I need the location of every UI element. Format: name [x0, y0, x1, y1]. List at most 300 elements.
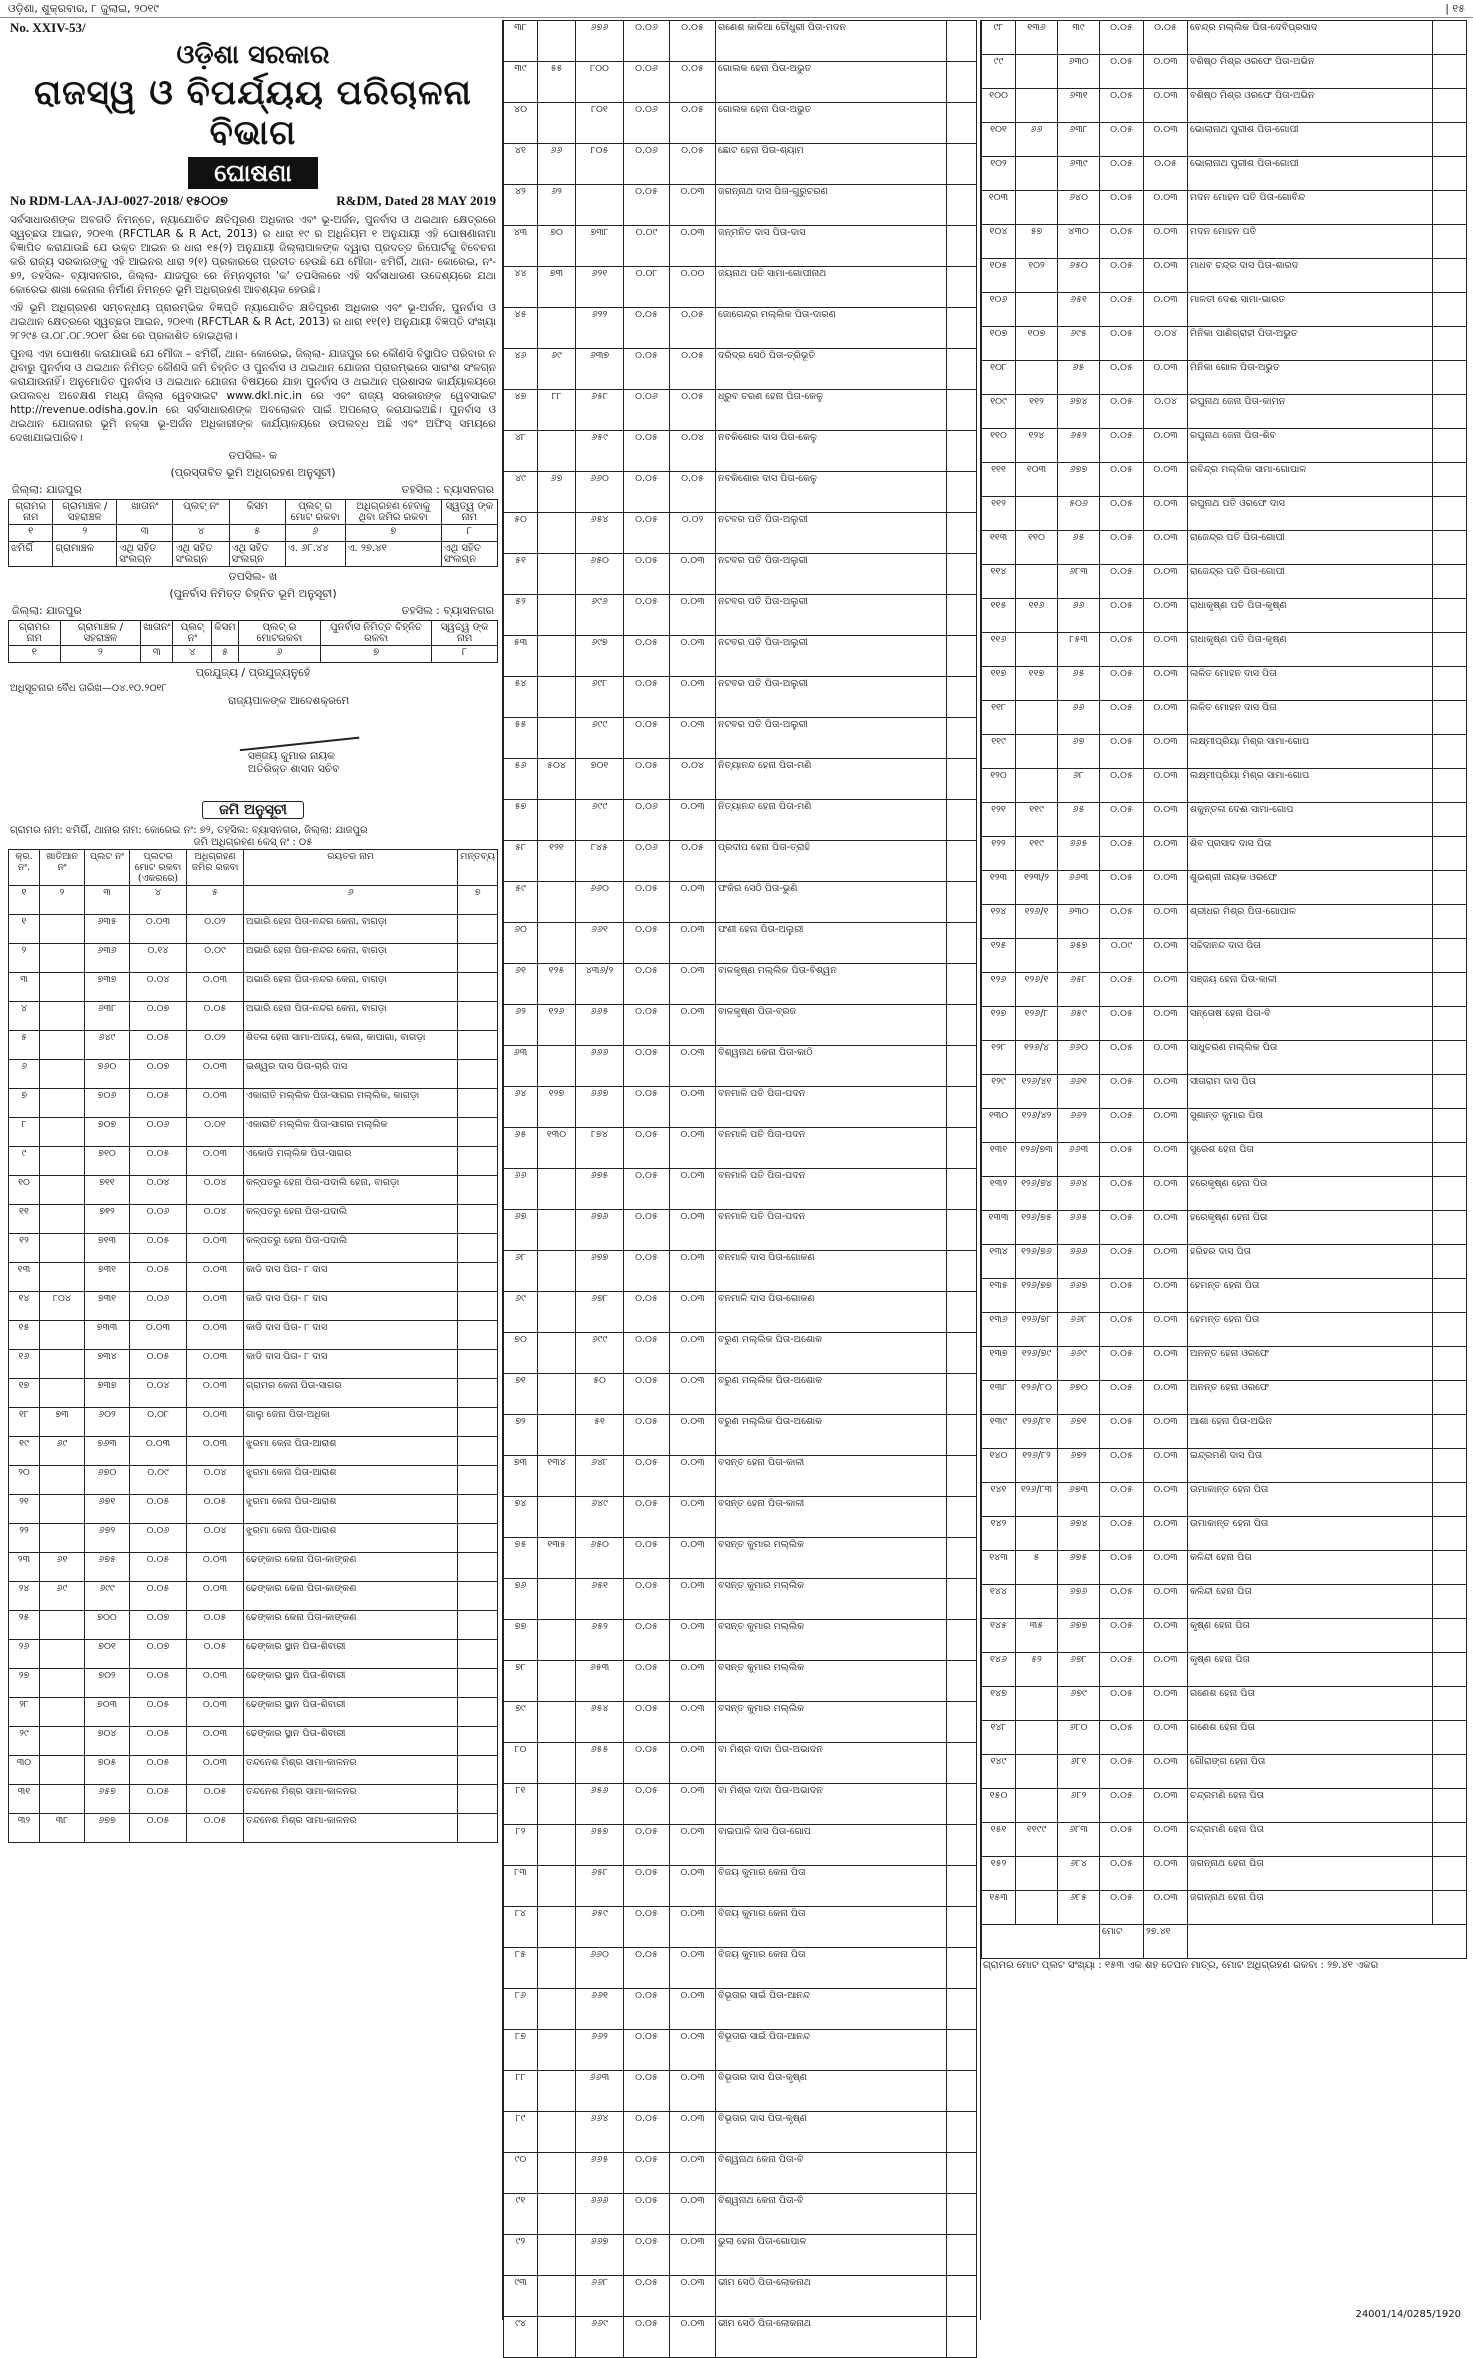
- table-row: [9, 1379, 498, 1408]
- table-cell: ଭୀମ ସେଠି ପିତା-ଲୋକନାଥ: [716, 2317, 947, 2358]
- table-row: [9, 1582, 498, 1611]
- dept-name: ରାଜସ୍ୱ ଓ ବିପର୍ଯ୍ୟୟ ପରିଚାଳନା ବିଭାଗ: [34, 73, 472, 153]
- table-cell: ୧୪୭: [982, 1687, 1016, 1721]
- table-cell: ୨୭: [9, 1669, 40, 1698]
- table-cell: ୬୮୦: [1058, 1721, 1100, 1755]
- table-cell: ୧୨୬: [982, 973, 1016, 1007]
- table-cell: [947, 103, 977, 144]
- table-cell: ୧୧୧: [982, 463, 1016, 497]
- table-cell: [40, 973, 85, 1002]
- table-cell: ୮୦୪: [40, 1292, 85, 1321]
- table-cell: ୬୫୮: [576, 1866, 624, 1907]
- ref-left: No RDM-LAA-JAJ-0027-2018/: [10, 193, 183, 208]
- table-cell: ୦.୦୫: [624, 882, 670, 923]
- table-cell: ୦.୦୩: [1144, 1075, 1188, 1109]
- table-header-cell: ଅଧିଗ୍ରହଣ ଜମିର ରକବା: [187, 850, 244, 886]
- table-cell: [947, 1087, 977, 1128]
- table-cell: ୦.୦୫: [624, 1948, 670, 1989]
- table-cell: ୦.୦୩: [670, 1292, 716, 1333]
- land-table-body-3: [982, 21, 1467, 1925]
- table-cell: ୮: [432, 646, 498, 663]
- table-cell: ୬୯୯: [576, 1333, 624, 1374]
- table-cell: [458, 1408, 498, 1437]
- table-cell: ୭୧୩: [85, 1234, 130, 1263]
- table-row: [982, 565, 1467, 599]
- table-cell: ୬୭୫: [85, 1553, 130, 1582]
- table-row: [504, 21, 977, 62]
- table-cell: [947, 1169, 977, 1210]
- table-cell: ୭୩: [538, 267, 576, 308]
- table-cell: ୫୩: [504, 636, 538, 677]
- table-cell: ୦.୦୩: [670, 1907, 716, 1948]
- table-cell: [1016, 735, 1058, 769]
- table-cell: [40, 1640, 85, 1669]
- table-cell: [458, 1669, 498, 1698]
- table-cell: ୧୧୫: [982, 599, 1016, 633]
- table-row: [982, 667, 1467, 701]
- table-cell: ୬୭୫: [576, 1169, 624, 1210]
- table-cell: [538, 1415, 576, 1456]
- table-cell: ୫୬: [504, 759, 538, 800]
- table-cell: ୦.୦୫: [1100, 769, 1144, 803]
- table-row: [504, 1046, 977, 1087]
- table-cell: ୬୮୩: [1058, 1823, 1100, 1857]
- table-row: [982, 1619, 1467, 1653]
- table-cell: ୩: [9, 973, 40, 1002]
- table-cell: [1433, 1653, 1467, 1687]
- table-row: [982, 395, 1467, 429]
- table-row: [982, 1279, 1467, 1313]
- table-cell: ବରୁଣ ମଲ୍ଲିକ ପିତା-ଅଶୋକ: [716, 1333, 947, 1374]
- table-cell: ୩୮: [504, 21, 538, 62]
- table-cell: ବିଜୟ କୁମାର କେନା ପିତା: [716, 1948, 947, 1989]
- table-cell: ୦.୦୩: [670, 1169, 716, 1210]
- table-cell: ୬୫୨: [576, 1620, 624, 1661]
- table-cell: [1188, 1925, 1467, 1959]
- table-row: [982, 1143, 1467, 1177]
- table-cell: ୭୬୦: [85, 1060, 130, 1089]
- table-cell: ୦.୦୫: [624, 2276, 670, 2317]
- table-cell: ୦.୦୫: [624, 2030, 670, 2071]
- table-cell: ୦.୦୩: [670, 1743, 716, 1784]
- table-cell: ୦.୦୩: [1144, 463, 1188, 497]
- footer-note: ଗ୍ରାମର ମୋଟ ପ୍ଲଟ ସଂଖ୍ୟା : ୧୫୩ ଏକ ଶହ ତେପନ ମାତ୍ର, ମୋଟ ଅଧିଗ୍ରହଣ ରକବା : ୨୭.୪୧ ଏକର: [983, 1960, 1379, 1971]
- table-cell: ୦.୦୫: [1100, 1687, 1144, 1721]
- table-cell: [1433, 1483, 1467, 1517]
- table-cell: ନଟବର ପତି ପିତା-ଅଲୁରୀ: [716, 677, 947, 718]
- table-cell: [1433, 701, 1467, 735]
- table-cell: ଅଭାରି ହେନା ପିତା-ନନ୍ଦର କେନା, ବାଗଡ଼ା: [244, 915, 458, 944]
- table-cell: ୧୦୨: [982, 157, 1016, 191]
- table-cell: ଏଥି ସହିତ ସଂଲଗ୍ନ: [229, 542, 285, 567]
- table-cell: ୫୭: [1016, 225, 1058, 259]
- strip-right: | ୧୫: [1445, 2, 1465, 15]
- table-cell: ୦.୦୩: [670, 1333, 716, 1374]
- table-cell: [458, 1640, 498, 1669]
- table-cell: ୦.୦୫: [1100, 327, 1144, 361]
- table-cell: ୦.୦୬: [624, 103, 670, 144]
- paragraph-2: ଏହି ଭୂମି ଅଧିଗ୍ରହଣ ସମ୍ବନ୍ଧୀୟ ପ୍ରାରମ୍ଭିକ ବିଜ୍ଞପ୍ତି ନ୍ୟାଯୋଚିତ କ୍ଷତିପୂରଣ ଅଧିକାର ଏବଂ ଭୂ-ଅର୍ଜନ, ପୁନର୍ବାସ ଓ ଥଇଥାନ କ୍ଷେତ୍ରରେ ସ୍ୱଚ୍ଛତା ଆଇନ, ୨୦୧୩ (RFCTLAR & R Act, 2013) ର ଧାରା ୧୧(୧) ଅନୁଯାୟୀ ବିଜ୍ଞପ୍ତି ସଂଖ୍ୟା ୨୮୨୯୫ ତା.୦୮.୦୮.୨୦୧୮ ରିଖ ରେ ପ୍ରକାଶିତ ହୋଇଥିଲା।: [10, 302, 496, 342]
- table-cell: ୧୨୬/୭୮: [1016, 1313, 1058, 1347]
- table-cell: ୦.୦୫: [130, 1263, 187, 1292]
- table-cell: [538, 1866, 576, 1907]
- table-cell: ୬୭୨: [1058, 1449, 1100, 1483]
- table-cell: ୮୭: [504, 2030, 538, 2071]
- table-cell: [947, 1702, 977, 1743]
- table-cell: ୭୦୭: [85, 1118, 130, 1147]
- table-cell: ୦.୦୯: [130, 1466, 187, 1495]
- table-cell: ୦.୦୫: [1100, 1721, 1144, 1755]
- table-cell: ୬୩୭: [576, 349, 624, 390]
- table-row: [504, 923, 977, 964]
- table-cell: ୮୭୪: [576, 1128, 624, 1169]
- table-cell: ଏଥି ସହିତ ସଂଲଗ୍ନ: [173, 542, 229, 567]
- table-cell: [538, 21, 576, 62]
- table-cell: ଇଶ୍ୱର ଦାସ ପିତା-ଚାରି ଦାସ: [244, 1060, 458, 1089]
- table-cell: [1433, 1789, 1467, 1823]
- table-cell: ୭୩: [504, 1456, 538, 1497]
- table-cell: ୦.୦୪: [187, 1205, 244, 1234]
- table-row: [504, 1743, 977, 1784]
- table-cell: ୮୧: [504, 1784, 538, 1825]
- table-cell: ୧୨୦: [982, 769, 1016, 803]
- table-cell: ସୀତାରାମ ଦାସ ପିତା: [1188, 1075, 1433, 1109]
- table-cell: ୬୫: [504, 1128, 538, 1169]
- table-row: [982, 89, 1467, 123]
- table-cell: ୦.୦୫: [130, 1814, 187, 1843]
- table-row: [9, 1524, 498, 1553]
- table-cell: ୦.୦୩: [670, 1087, 716, 1128]
- table-cell: ଢେଙ୍କାର ସ୍ଥାନ ପିତା-ଶିବାରୀ: [244, 1669, 458, 1698]
- table-cell: ୧୧୯: [1016, 837, 1058, 871]
- table-cell: ୬୫୯: [1058, 1007, 1100, 1041]
- table-cell: ୦.୦୫: [130, 1234, 187, 1263]
- table-cell: ୧୦୩: [1016, 463, 1058, 497]
- table-cell: [1433, 1551, 1467, 1585]
- table-cell: ୭୨: [504, 1415, 538, 1456]
- table-cell: ୦.୦୩: [1144, 55, 1188, 89]
- table-cell: ୬୮୩: [1058, 565, 1100, 599]
- table-cell: ୦.୦୩: [1144, 89, 1188, 123]
- table-cell: ୦.୦୫: [130, 1031, 187, 1060]
- table-cell: ଗଣେଶ କାଳିଆ ଚୌଧୁରୀ ପିତା-ମଦନ: [716, 21, 947, 62]
- table-cell: ୬୪୦: [1058, 191, 1100, 225]
- table-cell: ୨: [60, 646, 141, 663]
- table-cell: ୦.୦୫: [1100, 803, 1144, 837]
- table-cell: [947, 595, 977, 636]
- table-cell: ୦.୦୫: [130, 1553, 187, 1582]
- table-cell: ୧୦୯: [982, 395, 1016, 429]
- table-cell: ୪୦: [504, 103, 538, 144]
- table-row: [9, 1756, 498, 1785]
- table-cell: ୬୭୭: [576, 1251, 624, 1292]
- table-cell: ୦.୦୩: [1144, 701, 1188, 735]
- table-cell: [538, 636, 576, 677]
- table-cell: ୦.୦୩: [1144, 599, 1188, 633]
- table-cell: ୦.୦୫: [624, 1456, 670, 1497]
- total-value: ୨୭.୪୧: [1144, 1925, 1188, 1959]
- table-cell: ୦.୦୩: [187, 1437, 244, 1466]
- table-cell: ଅଭାରି ହେନା ପିତା-ନନ୍ଦର କେନା, ବାଗଡ଼ା: [244, 1002, 458, 1031]
- table-row: [504, 1497, 977, 1538]
- table-row: [982, 701, 1467, 735]
- table-row: [982, 1313, 1467, 1347]
- table-cell: ବିଭୂତାର ସାଇଁ ପିତା-ଆନନ୍ଦ: [716, 2030, 947, 2071]
- table-cell: ୧୪୫: [982, 1619, 1016, 1653]
- table-cell: ୧୨୬/୭୫: [1016, 1211, 1058, 1245]
- table-cell: ୦.୦୩: [670, 1661, 716, 1702]
- table-cell: [1433, 1857, 1467, 1891]
- table-cell: ୨: [53, 525, 117, 542]
- table-cell: [1016, 1687, 1058, 1721]
- table-cell: ୦.୦୫: [624, 1784, 670, 1825]
- table-cell: ୩: [85, 886, 130, 915]
- table-cell: ୦.୦୫: [624, 1251, 670, 1292]
- table-cell: ୧୩୬: [982, 1313, 1016, 1347]
- table-cell: ୬୫୧: [1058, 293, 1100, 327]
- table-cell: ୭୩୩: [85, 1321, 130, 1350]
- table-cell: [40, 1466, 85, 1495]
- table-cell: [947, 308, 977, 349]
- table-cell: ୬୫୦: [576, 554, 624, 595]
- table-row: [982, 55, 1467, 89]
- table-cell: ୦.୦୫: [1100, 1449, 1144, 1483]
- table-row: [982, 327, 1467, 361]
- table-cell: ୮୮: [538, 390, 576, 431]
- table-cell: ୦.୦୩: [1144, 1211, 1188, 1245]
- table-cell: [1016, 157, 1058, 191]
- table-cell: ୧୧୩: [982, 531, 1016, 565]
- table-cell: ୦.୦୩: [670, 1948, 716, 1989]
- table-cell: ୬୬୭: [576, 2235, 624, 2276]
- table-cell: [538, 718, 576, 759]
- table-cell: ୬୧: [40, 1553, 85, 1582]
- table-cell: ୬୭୩: [1058, 1483, 1100, 1517]
- table-cell: ୬୫୧: [576, 1579, 624, 1620]
- table-cell: ୮୩: [504, 1866, 538, 1907]
- table-cell: ୦.୦୩: [1144, 1619, 1188, 1653]
- table-cell: ବାଇପାଳି ଦାସ ପିତା-ଗୋପ: [716, 1825, 947, 1866]
- table-row: [982, 1347, 1467, 1381]
- table-cell: ୧୨୬/୭୩: [1016, 1143, 1058, 1177]
- table-cell: [947, 1784, 977, 1825]
- table-cell: କଳ୍ପତରୁ ହେନା ପିତା-ପଦାଲି: [244, 1234, 458, 1263]
- table-cell: ୩: [117, 525, 173, 542]
- table-cell: ୬: [238, 646, 320, 663]
- table-cell: [1433, 1041, 1467, 1075]
- table-cell: ୧୨୬/୧: [1016, 905, 1058, 939]
- table-row: [504, 1620, 977, 1661]
- table-cell: ୧୧୦: [982, 429, 1016, 463]
- table-cell: [538, 882, 576, 923]
- ref-right: R&DM, Dated 28 MAY 2019: [336, 193, 496, 208]
- table-cell: [40, 1263, 85, 1292]
- table-row: [9, 1263, 498, 1292]
- table-cell: [1016, 1789, 1058, 1823]
- table-cell: ୦.୦୫: [1100, 191, 1144, 225]
- table-cell: ୦.୦୩: [1144, 1381, 1188, 1415]
- table-cell: [1433, 735, 1467, 769]
- table-cell: ୭୦: [538, 226, 576, 267]
- table-cell: ୬୬୨: [1058, 1109, 1100, 1143]
- table-cell: ୦.୦୫: [1100, 123, 1144, 157]
- table-cell: ୦.୧୪: [130, 944, 187, 973]
- table-cell: ୦.୦୫: [1100, 89, 1144, 123]
- table-cell: ୦.୦୩: [187, 1350, 244, 1379]
- table-cell: [538, 1702, 576, 1743]
- table-cell: [458, 1118, 498, 1147]
- table-cell: [458, 1582, 498, 1611]
- table-row: [504, 554, 977, 595]
- table-cell: ୨: [9, 944, 40, 973]
- table-cell: [538, 923, 576, 964]
- table-cell: [947, 472, 977, 513]
- table-cell: ୪୪: [504, 267, 538, 308]
- table-header-cell: ପ୍ଲଟ୍ ନଂ: [173, 621, 212, 646]
- table-cell: ୧୧୯: [1016, 803, 1058, 837]
- table-cell: ୬୫୫: [576, 1743, 624, 1784]
- table-cell: [538, 1333, 576, 1374]
- table-cell: ୦.୦୩: [1144, 1755, 1188, 1789]
- table-cell: [947, 1251, 977, 1292]
- table-cell: ୦.୦୩: [670, 1456, 716, 1497]
- table-row: [9, 1292, 498, 1321]
- table-cell: ୦.୦୨: [670, 513, 716, 554]
- table-cell: ଶିବ ପ୍ରସାଦ ଦାସ ପିତା: [1188, 837, 1433, 871]
- table-cell: ଏଥି ସହିତ ସଂଲଗ୍ନ: [117, 542, 173, 567]
- table-cell: [538, 1948, 576, 1989]
- table-cell: [947, 1989, 977, 2030]
- table-cell: ୦.୦୫: [1100, 1347, 1144, 1381]
- table-cell: ୧୩୪: [982, 1245, 1016, 1279]
- table-cell: ୪: [173, 525, 229, 542]
- table-cell: ୧୨୬: [538, 1005, 576, 1046]
- notice-title: ଘୋଷଣା: [188, 157, 318, 189]
- table-header-cell: ଗ୍ରାମର ନାମ: [9, 500, 53, 525]
- table-cell: [40, 1611, 85, 1640]
- table-cell: ୧୨୨: [982, 837, 1016, 871]
- table-cell: ନିତ୍ୟାନନ୍ଦ ହେନା ପିତା-ମଣି: [716, 800, 947, 841]
- schedule-kha-subtitle: (ପୁନର୍ବାସ ନିମିତ୍ତ ଚିହ୍ନିତ ଭୂମି ଅନୁସୂଚୀ): [169, 587, 337, 600]
- table-cell: [538, 1579, 576, 1620]
- table-cell: [458, 1495, 498, 1524]
- table-row: [982, 1415, 1467, 1449]
- table-cell: [1016, 633, 1058, 667]
- table-cell: [458, 1350, 498, 1379]
- table-row: [982, 225, 1467, 259]
- table-cell: [458, 1205, 498, 1234]
- table-cell: ୦.୦୩: [187, 1089, 244, 1118]
- table-cell: ୬୬୨: [576, 2030, 624, 2071]
- signature-block: [8, 695, 498, 795]
- table-cell: ୦.୦୭: [130, 1611, 187, 1640]
- table-cell: ୭୦୧: [85, 1640, 130, 1669]
- table-cell: ୭୦୪: [85, 1727, 130, 1756]
- table-row: [9, 1669, 498, 1698]
- table-row: [982, 1653, 1467, 1687]
- table-cell: ୦.୦୫: [1100, 225, 1144, 259]
- table-cell: ୦.୦୭: [130, 1002, 187, 1031]
- table-cell: [1433, 191, 1467, 225]
- table-cell: ୬୬୭: [576, 1087, 624, 1128]
- table-cell: ୦.୦୫: [1100, 735, 1144, 769]
- land-table-3: [981, 20, 1467, 1959]
- table-row: [9, 915, 498, 944]
- table-cell: [1433, 1517, 1467, 1551]
- table-cell: [538, 1251, 576, 1292]
- table-cell: ୦.୦୩: [670, 1825, 716, 1866]
- table-cell: ୮୦୧: [576, 103, 624, 144]
- column-2: [502, 20, 977, 2329]
- table-cell: ୦.୦୩: [670, 1538, 716, 1579]
- table-cell: ୨୩: [9, 1553, 40, 1582]
- table-cell: ୦.୦୫: [187, 1785, 244, 1814]
- table-cell: [1433, 837, 1467, 871]
- table-cell: ଇନ୍ଦ୍ରମଣି ଦାସ ପିତା: [1188, 1449, 1433, 1483]
- table-row: [9, 1321, 498, 1350]
- table-cell: ୦.୦୩: [1144, 973, 1188, 1007]
- table-cell: ଜୟନାଥ ପତି ସାମା-ଗୋପୀନାଥ: [716, 267, 947, 308]
- table-cell: ଗଣେଶ ହେନା ପିତା: [1188, 1721, 1433, 1755]
- table-cell: ୧୩୫: [538, 1538, 576, 1579]
- table-cell: ୦.୦୫: [1100, 1415, 1144, 1449]
- table-cell: ୧୨୧: [538, 841, 576, 882]
- table-cell: ୩୯: [504, 62, 538, 103]
- table-row: [982, 1483, 1467, 1517]
- table-cell: ୧୬: [9, 1350, 40, 1379]
- schedule-kha-title: ତପସିଲ- ଖ: [228, 570, 278, 583]
- table-cell: ୦.୦୫: [130, 1785, 187, 1814]
- table-row: [9, 1698, 498, 1727]
- strip-left: ଓଡ଼ିଶା, ଶୁକ୍ରବାର, ୮ ଜୁଲାଇ, ୨୦୧୯: [8, 2, 159, 15]
- notice-number: No. XXIV-53/: [10, 20, 86, 35]
- table-cell: ୦.୦୪: [187, 1524, 244, 1553]
- table-cell: ଫଣୀ ହେନା ପିତା-ଅଲୁରୀ: [716, 923, 947, 964]
- table-cell: ୦.୦୫: [1100, 1313, 1144, 1347]
- table-cell: ୦.୦୩: [670, 2153, 716, 2194]
- table-row: [504, 964, 977, 1005]
- table-cell: ୯୮: [982, 21, 1016, 55]
- table-header-cell: ଗ୍ରାମର ନାମ: [9, 621, 61, 646]
- table-row: [504, 1292, 977, 1333]
- table-cell: ୯୯: [982, 55, 1016, 89]
- table-cell: ୬୦୨: [85, 1408, 130, 1437]
- schedule-ka-header: [9, 500, 498, 525]
- table-cell: [538, 308, 576, 349]
- table-cell: ଏ. ୨୭.୪୧: [345, 542, 441, 567]
- table-cell: [947, 759, 977, 800]
- table-cell: [458, 915, 498, 944]
- table-cell: [40, 1031, 85, 1060]
- land-table-body-1: [9, 915, 498, 1843]
- table-cell: ୧୦୪: [982, 225, 1016, 259]
- table-cell: [947, 1497, 977, 1538]
- table-cell: ଢେଙ୍କାର ସ୍ଥାନ ପିତା-ଶିବାରୀ: [244, 1727, 458, 1756]
- table-cell: ରାଜେନ୍ଦ୍ର ପତି ପିତା-ଗୋପୀ: [1188, 565, 1433, 599]
- table-cell: ୦.୦୫: [130, 1147, 187, 1176]
- table-cell: [538, 1825, 576, 1866]
- table-cell: [1433, 769, 1467, 803]
- table-cell: ୬୭୬: [576, 21, 624, 62]
- table-cell: ୬୯: [538, 349, 576, 390]
- table-row: [982, 905, 1467, 939]
- table-cell: ରାଧାକୃଷ୍ଣ ପତି ପିତା-କୃଷ୍ଣ: [1188, 599, 1433, 633]
- table-cell: ୦.୦୩: [670, 595, 716, 636]
- reference-line: [10, 193, 496, 209]
- table-cell: ୬୫୮: [576, 390, 624, 431]
- table-cell: [1433, 973, 1467, 1007]
- table-cell: ୦.୦୫: [624, 923, 670, 964]
